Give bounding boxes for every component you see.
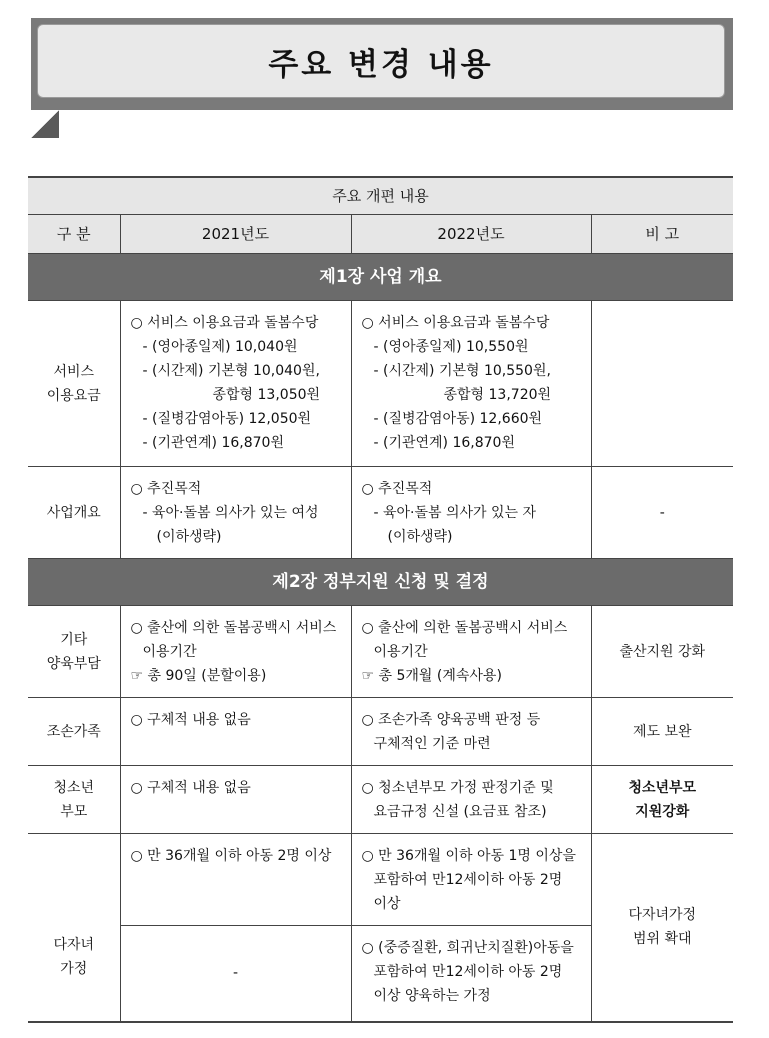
row-label xyxy=(28,766,120,834)
row-label: 조손가족 xyxy=(28,698,120,766)
cell-note: 제도 보완 xyxy=(591,698,733,766)
text-line: - (기관연계) 16,870원 xyxy=(142,435,284,451)
text-line: 포함하여 만12세이하 아동 2명 xyxy=(373,872,563,888)
column-header-2022: 2022년도 xyxy=(351,215,591,254)
chapter-1-title: 제1장 사업 개요 xyxy=(28,254,733,301)
text-line: - 육아·돌봄 의사가 있는 자 xyxy=(373,505,537,521)
cell-2021 xyxy=(120,698,351,766)
text-line: ○ 청소년부모 가정 판정기준 및 xyxy=(361,780,554,796)
table-row xyxy=(28,606,733,698)
text-line: 종합형 13,050원 xyxy=(212,387,321,403)
text-line: - (시간제) 기본형 10,550원, xyxy=(373,363,551,379)
column-header-note: 비 고 xyxy=(591,215,733,254)
text-line: 구체적인 기준 마련 xyxy=(373,736,491,752)
title-banner xyxy=(31,18,733,138)
text-line: - 육아·돌봄 의사가 있는 여성 xyxy=(142,505,319,521)
text-line: ☞ 총 5개월 (계속사용) xyxy=(361,668,502,684)
changes-table xyxy=(28,176,733,1023)
row-label: 사업개요 xyxy=(28,467,120,559)
row-label-line: 이용요금 xyxy=(46,387,101,404)
cell-2021 xyxy=(120,606,351,698)
cell-note: - xyxy=(591,467,733,559)
table-row xyxy=(28,766,733,834)
text-line: ○ 출산에 의한 돌봄공백시 서비스 xyxy=(361,620,568,636)
note-line: 지원강화 xyxy=(635,803,690,820)
page-title: 주요 변경 내용 xyxy=(268,46,494,83)
text-line: ☞ 총 90일 (분할이용) xyxy=(130,668,267,684)
table-row xyxy=(28,698,733,766)
text-line: ○ 만 36개월 이하 아동 2명 이상 xyxy=(130,848,332,864)
row-label-line: 청소년 xyxy=(53,779,95,796)
cell-2022 xyxy=(351,698,591,766)
text-line: - (영아종일제) 10,550원 xyxy=(373,339,529,355)
text-line: ○ 서비스 이용요금과 돌봄수당 xyxy=(130,315,319,331)
cell-2022 xyxy=(351,834,591,926)
row-label-line: 양육부담 xyxy=(46,655,101,672)
text-line: - (질병감염아동) 12,050원 xyxy=(142,411,312,427)
text-line: ○ 만 36개월 이하 아동 1명 이상을 xyxy=(361,848,576,864)
note-line: 범위 확대 xyxy=(632,931,692,948)
cell-2022 xyxy=(351,926,591,1022)
text-line: - (시간제) 기본형 10,040원, xyxy=(142,363,320,379)
text-line: - (질병감염아동) 12,660원 xyxy=(373,411,543,427)
table-row xyxy=(28,301,733,467)
chapter-row xyxy=(28,559,733,606)
cell-note xyxy=(591,766,733,834)
text-line: ○ 서비스 이용요금과 돌봄수당 xyxy=(361,315,550,331)
cell-note xyxy=(591,834,733,1022)
text-line: ○ (중증질환, 희귀난치질환)아동을 xyxy=(361,940,574,956)
table-row xyxy=(28,467,733,559)
text-line: (이하생략) xyxy=(387,529,453,545)
cell-2021 xyxy=(120,766,351,834)
row-label-line: 가정 xyxy=(60,961,88,978)
table-header: 주요 개편 내용 xyxy=(28,177,733,215)
cell-2022 xyxy=(351,301,591,467)
note-line: 다자녀가정 xyxy=(628,907,697,924)
column-header-2021: 2021년도 xyxy=(120,215,351,254)
column-header-category: 구 분 xyxy=(28,215,120,254)
cell-2021 xyxy=(120,301,351,467)
banner-fold xyxy=(31,110,59,138)
text-line: 이용기간 xyxy=(142,644,197,660)
cell-2022 xyxy=(351,766,591,834)
text-line: 요금규정 신설 (요금표 참조) xyxy=(373,804,547,820)
table-header-row xyxy=(28,177,733,215)
text-line: 종합형 13,720원 xyxy=(443,387,552,403)
text-line: 포함하여 만12세이하 아동 2명 xyxy=(373,964,563,980)
text-line: (이하생략) xyxy=(156,529,222,545)
text-line: ○ 구체적 내용 없음 xyxy=(130,780,251,796)
chapter-2-title: 제2장 정부지원 신청 및 결정 xyxy=(28,559,733,606)
note-line: 청소년부모 xyxy=(628,779,697,796)
text-line: 이상 양육하는 가정 xyxy=(373,988,491,1004)
row-label-line: 부모 xyxy=(60,803,88,820)
text-line: ○ 출산에 의한 돌봄공백시 서비스 xyxy=(130,620,337,636)
text-line: - (영아종일제) 10,040원 xyxy=(142,339,298,355)
row-label-line: 서비스 xyxy=(53,363,95,380)
cell-2021: - xyxy=(120,926,351,1022)
text-line: 이상 xyxy=(373,896,401,912)
row-label xyxy=(28,834,120,1022)
chapter-row xyxy=(28,254,733,301)
text-line: 이용기간 xyxy=(373,644,428,660)
cell-2021 xyxy=(120,467,351,559)
text-line: ○ 추진목적 xyxy=(130,481,202,497)
text-line: ○ 구체적 내용 없음 xyxy=(130,712,251,728)
banner-box xyxy=(37,24,725,98)
row-label-line: 다자녀 xyxy=(53,937,95,954)
cell-2021 xyxy=(120,834,351,926)
cell-note: 출산지원 강화 xyxy=(591,606,733,698)
text-line: ○ 추진목적 xyxy=(361,481,433,497)
table-row xyxy=(28,834,733,926)
cell-note xyxy=(591,301,733,467)
cell-2022 xyxy=(351,606,591,698)
row-label-line: 기타 xyxy=(60,631,88,648)
column-header-row xyxy=(28,215,733,254)
text-line: ○ 조손가족 양육공백 판정 등 xyxy=(361,712,541,728)
cell-2022 xyxy=(351,467,591,559)
row-label xyxy=(28,301,120,467)
text-line: - (기관연계) 16,870원 xyxy=(373,435,515,451)
row-label xyxy=(28,606,120,698)
